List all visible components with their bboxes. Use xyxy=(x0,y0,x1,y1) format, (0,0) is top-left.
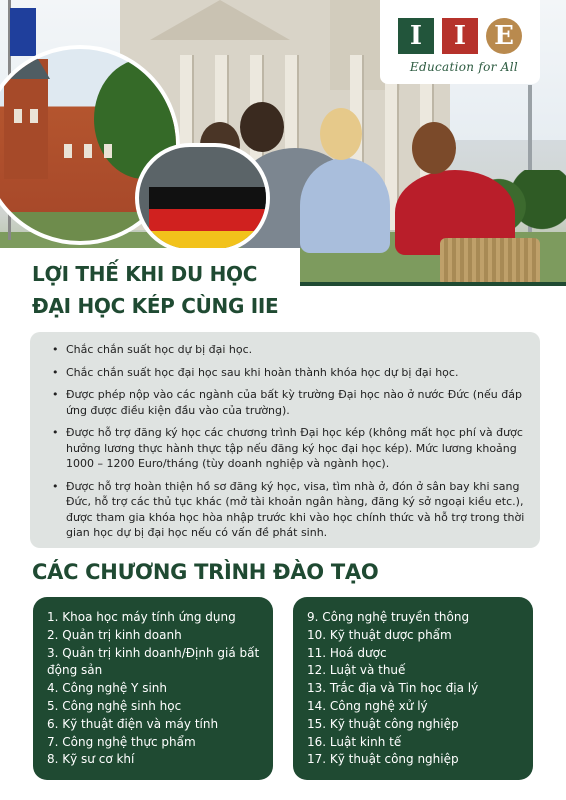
hero-photo xyxy=(0,0,566,285)
iie-logo xyxy=(380,0,540,84)
window xyxy=(30,109,38,123)
benefit-item: • Được hỗ trợ hoàn thiện hồ sơ đăng ký học, visa, tìm nhà ở, đón ở sân bay khi sang Đức, hỗ trợ các thủ tục khác (mở tài khoản ngân hàng, đăng ký sở ngoại kiều etc.), được tham gia khóa học hòa nhập trước khi vào học chính thức và hỗ trợ trong thời gian học dự bị đại học nếu có vấn đề phát sinh. xyxy=(52,479,526,541)
programs-heading: CÁC CHƯƠNG TRÌNH ĐÀO TẠO xyxy=(32,560,379,584)
benefits-list xyxy=(52,342,526,541)
programs-list-left xyxy=(33,597,273,780)
benefit-item: • Được hỗ trợ đăng ký học các chương trình Đại học kép (không mất học phí và được hưởng lương thực hành thực tập nếu đăng ký học đại học kép). Mức lương khoảng 1000 – 1200 Euro/tháng (tùy doanh nghiệp và ngành học). xyxy=(52,425,526,472)
flag-stripe-red xyxy=(149,209,269,231)
student-head xyxy=(320,108,362,160)
program-item: 13. Trắc địa và Tin học địa lý xyxy=(307,681,479,696)
logo-letter: E xyxy=(486,18,522,54)
program-item: 10. Kỹ thuật dược phẩm xyxy=(307,627,452,642)
title-accent-bar xyxy=(300,282,566,286)
page-title-line: LỢI THẾ KHI DU HỌC xyxy=(32,262,258,286)
program-item: 2. Quản trị kinh doanh xyxy=(47,627,182,642)
page-title xyxy=(32,258,302,322)
student-head xyxy=(412,122,456,174)
benefit-item: • Chắc chắn suất học dự bị đại học. xyxy=(52,342,526,358)
program-item: 7. Công nghệ thực phẩm xyxy=(47,734,196,749)
window xyxy=(64,144,72,158)
program-item: 3. Quản trị kinh doanh/Định giá bất động sản xyxy=(47,645,260,678)
program-item: 4. Công nghệ Y sinh xyxy=(47,681,167,696)
window xyxy=(104,144,112,158)
program-item: 14. Công nghệ xử lý xyxy=(307,698,428,713)
page-title-line: ĐẠI HỌC KÉP CÙNG IIE xyxy=(32,294,279,318)
programs-list-right xyxy=(293,597,533,780)
program-item: 15. Kỹ thuật công nghiệp xyxy=(307,716,459,731)
benefits-panel xyxy=(30,332,540,548)
program-item: 12. Luật và thuế xyxy=(307,663,406,678)
students-flag-photo-circle xyxy=(135,143,270,253)
logo-letter: I xyxy=(442,18,478,54)
program-item: 5. Công nghệ sinh học xyxy=(47,698,182,713)
program-item: 17. Kỹ thuật công nghiệp xyxy=(307,752,459,767)
benefit-item: • Được phép nộp vào các ngành của bất kỳ trường Đại học nào ở nước Đức (nếu đáp ứng được điều kiện đầu vào của trường). xyxy=(52,387,526,418)
logo-tagline: Education for All xyxy=(409,60,519,74)
program-item: 9. Công nghệ truyền thông xyxy=(307,610,470,624)
program-item: 8. Kỹ sư cơ khí xyxy=(47,752,135,767)
window xyxy=(14,109,22,123)
benefit-item: • Chắc chắn suất học đại học sau khi hoàn thành khóa học dự bị đại học. xyxy=(52,365,526,381)
program-item: 16. Luật kinh tế xyxy=(307,734,402,749)
logo-letter: I xyxy=(398,18,434,54)
german-flag xyxy=(149,187,269,253)
program-item: 1. Khoa học máy tính ứng dụng xyxy=(47,610,236,624)
window xyxy=(84,144,92,158)
student-body xyxy=(300,158,390,253)
flag-stripe-black xyxy=(149,187,269,209)
program-item: 6. Kỹ thuật điện và máy tính xyxy=(47,716,219,731)
student-head xyxy=(240,102,284,152)
program-item: 11. Hoá dược xyxy=(307,645,387,660)
